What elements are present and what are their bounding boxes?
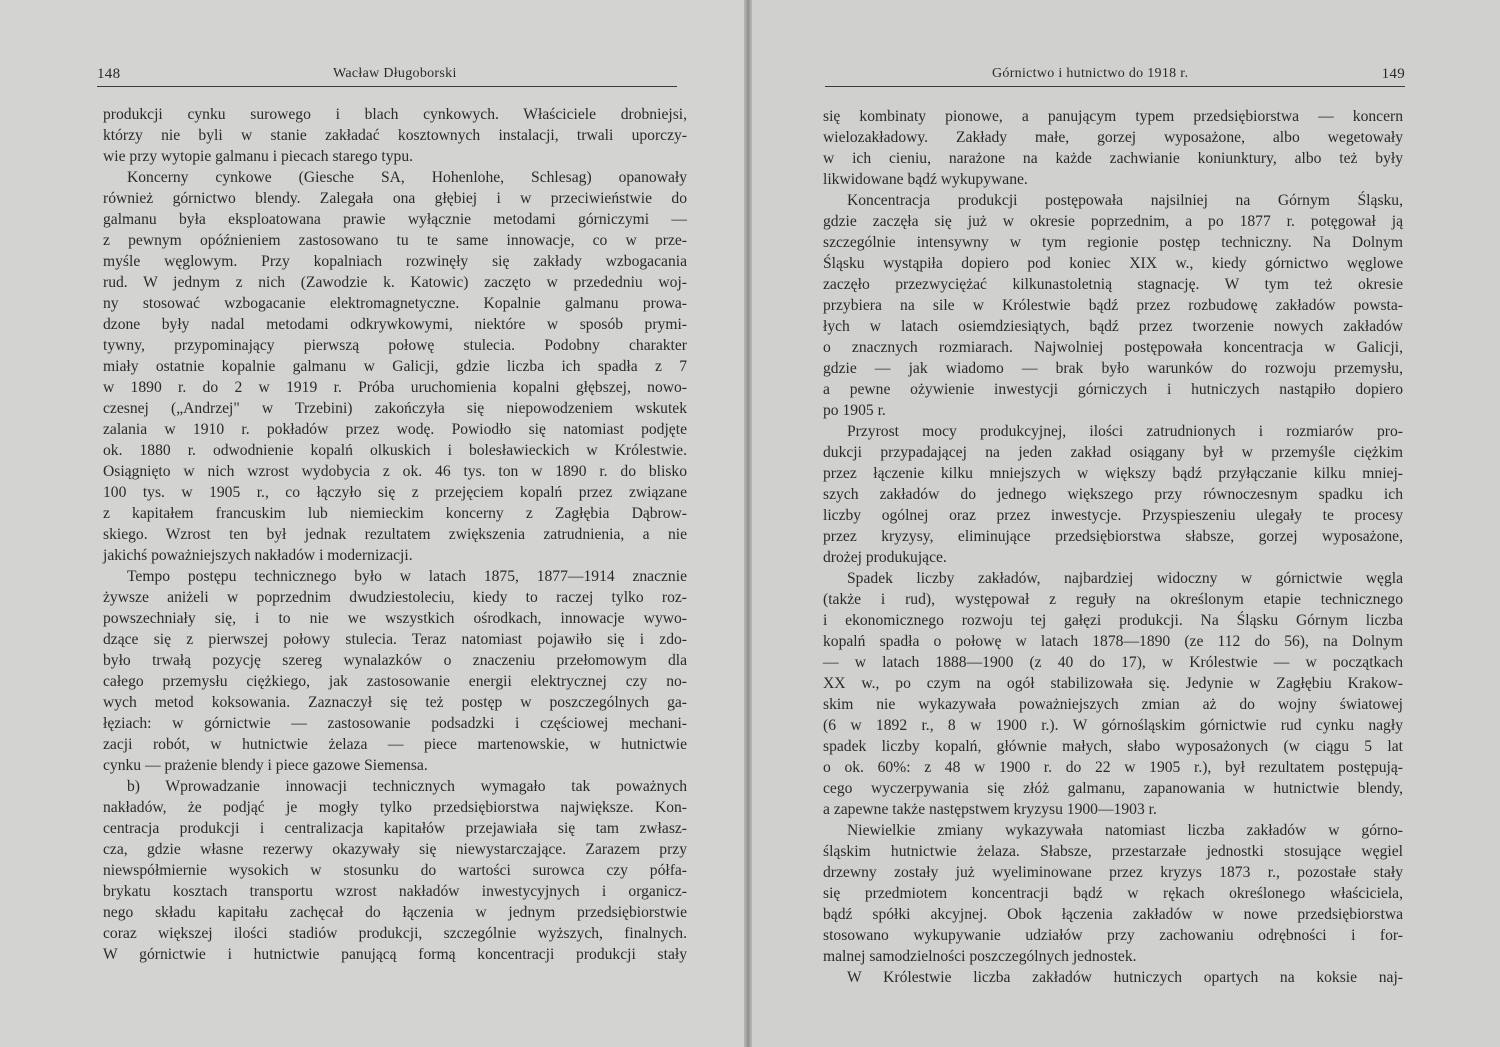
text-line: się przedmiotem koncentracji bądź w rękach określonego właściciela, [823, 885, 1403, 902]
text-line: zaczęło przezwyciężać kilkunastoletnią stagnację. W tym też okresie [823, 276, 1403, 293]
text-line: — w latach 1888—1900 (z 40 do 17), w Królestwie — w początkach [823, 654, 1403, 671]
text-line: likwidowane bądź wykupywane. [823, 171, 1028, 188]
text-line: wielozakładowy. Zakłady małe, gorzej wyposażone, albo wegetowały [823, 129, 1403, 146]
text-line: Niewielkie zmiany wykazywała natomiast liczba zakładów w górno- [847, 822, 1403, 839]
text-line: przez łączenie kilku mniejszych w większy bądź przyłączanie kilku mniej- [823, 465, 1403, 482]
left-page-header [97, 64, 677, 87]
text-line: również górnictwo blendy. Zalegała ona głębiej i w przeciwieństwie do [103, 190, 687, 207]
text-line: W Królestwie liczba zakładów hutniczych opartych na koksie naj- [847, 969, 1403, 986]
text-line: b) Wprowadzanie innowacji technicznych wymagało tak poważnych [127, 778, 687, 795]
text-line: Osiągnięto w nich wzrost wydobycia z ok. 46 tys. ton w 1890 r. do blisko [103, 463, 687, 480]
text-line: tywny, przypominający pierwszą połowę stulecia. Podobny charakter [103, 337, 687, 354]
text-line: XX w., po czym na ogół stabilizowała się. Jedynie w Zagłębiu Krakow- [823, 675, 1403, 692]
text-line: wych metod koksowania. Zaznaczył się też postęp w poszczególnych ga- [103, 694, 687, 711]
text-line: czesnej („Andrzej" w Trzebini) zakończyła się niepowodzeniem wskutek [103, 400, 687, 417]
text-line: cza, gdzie własne rezerwy okazywały się niewystarczające. Zarazem przy [103, 841, 687, 858]
text-line: brykatu kosztach transportu wzrost nakładów inwestycyjnych i organicz- [103, 883, 687, 900]
text-line: skiego. Wzrost ten był jednak rezultatem zwiększenia zatrudnienia, a nie [103, 526, 687, 543]
text-line: się kombinaty pionowe, a panującym typem przedsiębiorstwa — koncern [823, 108, 1403, 125]
text-line: przez kryzysy, eliminujące przedsiębiorstwa słabsze, gorzej wyposażone, [823, 528, 1403, 545]
text-line: malnej samodzielności poszczególnych jednostek. [823, 948, 1137, 965]
right-page [752, 0, 1500, 1047]
text-line: myśle węglowym. Przy kopalniach rozwinęły się zakłady wzbogacania [103, 253, 687, 270]
text-line: w 1890 r. do 2 w 1919 r. Próba uruchomienia kopalni głębszej, nowo- [103, 379, 687, 396]
text-line: całego przemysłu ciężkiego, jak zastosowanie energii elektrycznej czy no- [103, 673, 687, 690]
text-line: niewspółmiernie wysokich w stosunku do wartości surowca czy półfa- [103, 862, 687, 879]
text-line: którzy nie byli w stanie zakładać kosztownych instalacji, trwali uporczy- [103, 127, 687, 144]
text-line: dzone były nadal metodami odkrywkowymi, niektóre w sposób prymi- [103, 316, 687, 333]
text-line: ny stosować wzbogacanie elektromagnetyczne. Kopalnie galmanu prowa- [103, 295, 687, 312]
left-running-head: Wacław Długoborski [333, 66, 457, 81]
text-line: a zapewne także następstwem kryzysu 1900—1903 r. [823, 801, 1157, 818]
text-line: kopalń spadła o połowę w latach 1878—1890 (ze 112 do 56), na Dolnym [823, 633, 1403, 650]
text-line: zacji robót, w hutnictwie żelaza — piece martenowskie, w hutnictwie [103, 736, 687, 753]
text-line: W górnictwie i hutnictwie panującą formą koncentracji produkcji stały [103, 946, 687, 963]
text-line: produkcji cynku surowego i blach cynkowych. Właściciele drobniejsi, [103, 106, 687, 123]
text-line: 100 tys. w 1905 r., co łączyło się z przejęciem kopalń przez związane [103, 484, 687, 501]
text-line: (6 w 1892 r., 8 w 1900 r.). W górnośląskim górnictwie rud cynku nagły [823, 717, 1403, 734]
text-line: bądź spółki akcyjnej. Obok łączenia zakładów w nowe przedsiębiorstwa [823, 906, 1403, 923]
text-line: po 1905 r. [823, 402, 886, 419]
text-line: ok. 1880 r. odwodnienie kopalń olkuskich i bolesławieckich w Królestwie. [103, 442, 687, 459]
text-line: coraz większej ilości stadiów produkcji, szczególnie wyższych, finalnych. [103, 925, 687, 942]
text-line: powszechniały się, i to nie we wszystkich ośrodkach, innowacje wywo- [103, 610, 687, 627]
text-line: w ich cieniu, narażone na każde zachwianie koniunktury, albo też były [823, 150, 1403, 167]
text-line: Koncerny cynkowe (Giesche SA, Hohenlohe, Schlesag) opanowały [127, 169, 687, 186]
left-page-number: 148 [97, 66, 121, 82]
text-line: liczby ogólnej oraz przez inwestycje. Przyspieszeniu ulegały te procesy [823, 507, 1403, 524]
text-line: Spadek liczby zakładów, najbardziej widoczny w górnictwie węgla [847, 570, 1403, 587]
left-page-body [103, 104, 687, 965]
text-line: Przyrost mocy produkcyjnej, ilości zatrudnionych i rozmiarów pro- [847, 423, 1403, 440]
text-line: łęziach: w górnictwie — zastosowanie podsadzki i częściowej mechani- [103, 715, 687, 732]
text-line: Śląsku wystąpiła dopiero pod koniec XIX w., kiedy górnictwo węglowe [823, 255, 1403, 272]
text-line: i ekonomicznego rozwoju tej gałęzi produkcji. Na Śląsku Górnym liczba [823, 612, 1403, 629]
text-line: z pewnym opóźnieniem zastosowano tu te same innowacje, co w prze- [103, 232, 687, 249]
text-line: cego wyczerpywania się złóż galmanu, zapanowania w hutnictwie blendy, [823, 780, 1403, 797]
text-line: skim nie wykazywała poważniejszych zmian aż do wojny światowej [823, 696, 1403, 713]
text-line: jakichś poważniejszych nakładów i modernizacji. [103, 547, 413, 564]
text-line: rud. W jednym z nich (Zawodzie k. Katowic) zaczęto w przededniu woj- [103, 274, 687, 291]
text-line: żywsze aniżeli w poprzednim dwudziestoleciu, kiedy to raczej tylko roz- [103, 589, 687, 606]
text-line: śląskim hutnictwie żelaza. Słabsze, przestarzałe jednostki stosujące węgiel [823, 843, 1403, 860]
text-line: nakładów, że podjąć je mogły tylko przedsiębiorstwa największe. Kon- [103, 799, 687, 816]
text-line: drożej produkujące. [823, 549, 947, 566]
text-line: galmanu była eksploatowana prawie wyłącznie metodami górniczymi — [103, 211, 687, 228]
text-line: przybiera na sile w Królestwie bądź przez rozbudowę zakładów powsta- [823, 297, 1403, 314]
text-line: cynku — prażenie blendy i piece gazowe Siemensa. [103, 757, 428, 774]
text-line: z kapitałem francuskim lub niemieckim koncerny z Zagłębia Dąbrow- [103, 505, 687, 522]
text-line: gdzie — jak wiadomo — brak było warunków do rozwoju przemysłu, [823, 360, 1403, 377]
text-line: Koncentracja produkcji postępowała najsilniej na Górnym Śląsku, [847, 192, 1403, 209]
text-line: Tempo postępu technicznego było w latach 1875, 1877—1914 znacznie [127, 568, 687, 585]
right-running-head: Górnictwo i hutnictwo do 1918 r. [992, 66, 1189, 81]
text-line: zalania w 1910 r. pokładów przez wodę. Powiodło się natomiast podjęte [103, 421, 687, 438]
text-line: szych zakładów do jednego większego przy równoczesnym spadku ich [823, 486, 1403, 503]
left-page [0, 0, 748, 1047]
right-page-header [825, 64, 1405, 87]
text-line: stosowano wykupywanie udziałów przy zachowaniu odrębności i for- [823, 927, 1403, 944]
text-line: (także i rud), występował z reguły na określonym etapie technicznego [823, 591, 1403, 608]
text-line: miały ostatnie kopalnie galmanu w Galicji, gdzie liczba ich spadła z 7 [103, 358, 687, 375]
text-line: wie przy wytopie galmanu i piecach starego typu. [103, 148, 414, 165]
text-line: drzewny zostały już wyeliminowane przez kryzys 1873 r., pozostałe stały [823, 864, 1403, 881]
text-line: było trwałą pozycję szereg wynalazków o znaczeniu przełomowym dla [103, 652, 687, 669]
text-line: nego składu kapitału zachęcał do łączenia w jednym przedsiębiorstwie [103, 904, 687, 921]
right-page-number: 149 [1381, 66, 1405, 82]
text-line: a pewne ożywienie inwestycji górniczych i hutniczych nastąpiło dopiero [823, 381, 1403, 398]
right-page-body [823, 106, 1403, 988]
text-line: szczególnie intensywny w tym regionie postęp techniczny. Na Dolnym [823, 234, 1403, 251]
text-line: centracja produkcji i centralizacja kapitałów przejawiała się tam zwłasz- [103, 820, 687, 837]
text-line: o ok. 60%: z 48 w 1900 r. do 22 w 1905 r.), był rezultatem postępują- [823, 759, 1403, 776]
text-line: dukcji przypadającej na jeden zakład osiągany był w przemyśle ciężkim [823, 444, 1403, 461]
text-line: o znacznych rozmiarach. Najwolniej postępowała koncentracja w Galicji, [823, 339, 1403, 356]
text-line: gdzie zaczęła się już w okresie poprzednim, a po 1877 r. potęgował ją [823, 213, 1403, 230]
text-line: łych w latach osiemdziesiątych, bądź przez tworzenie nowych zakładów [823, 318, 1403, 335]
text-line: dzące się z pierwszej połowy stulecia. Teraz natomiast pojawiło się i zdo- [103, 631, 687, 648]
text-line: spadek liczby kopalń, głównie małych, słabo wyposażonych (w ciągu 5 lat [823, 738, 1403, 755]
